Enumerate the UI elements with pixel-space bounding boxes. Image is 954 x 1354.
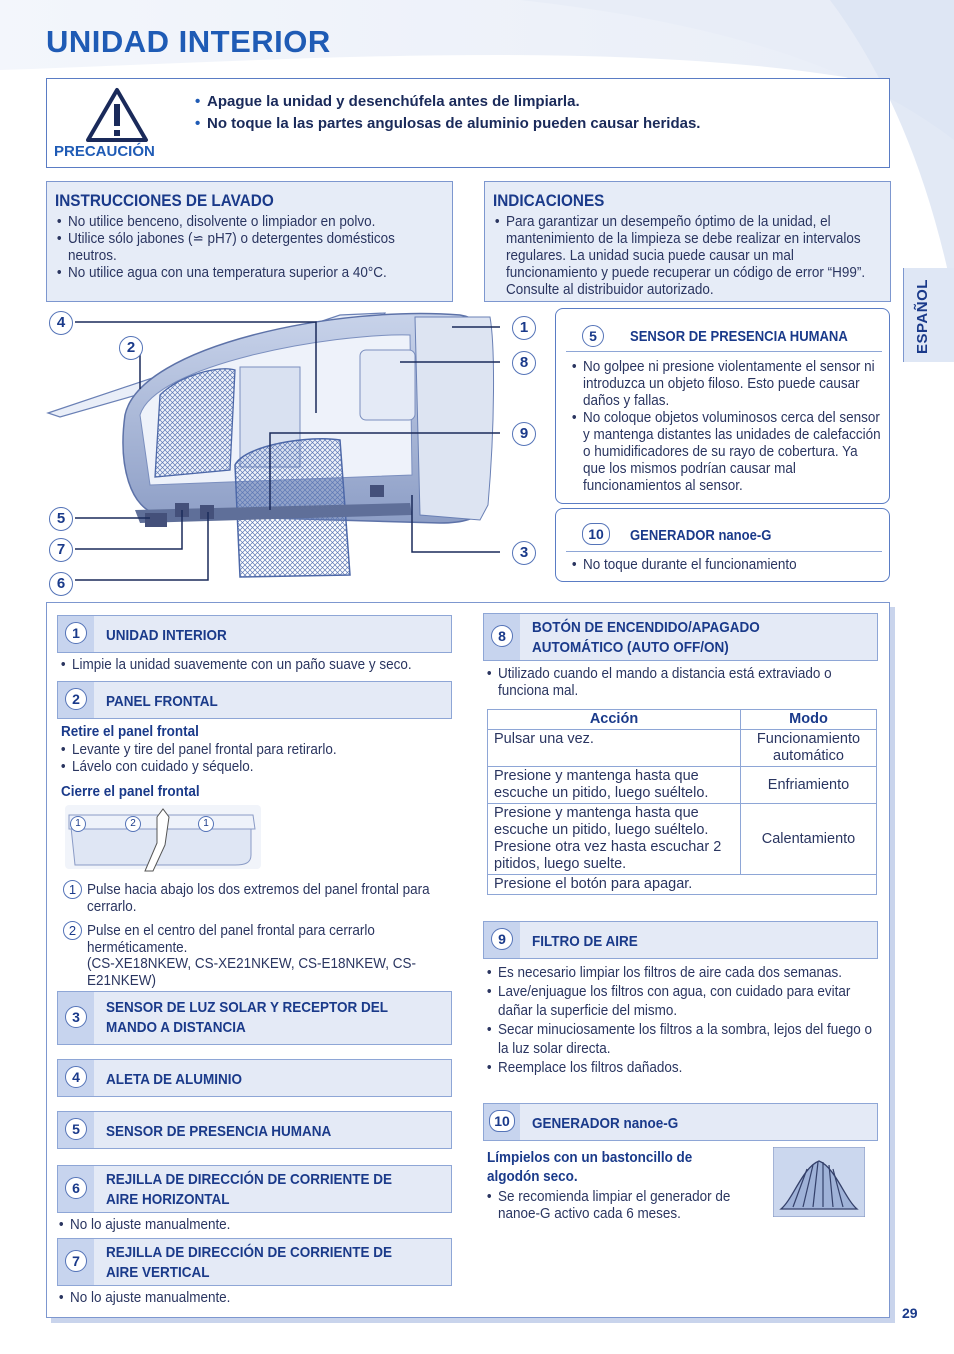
section-title-line: MANDO A DISTANCIA	[106, 1019, 246, 1036]
section-title-line: BOTÓN DE ENCENDIDO/APAGADO	[532, 619, 760, 636]
table-cell: Enfriamiento	[741, 767, 877, 804]
list-item: • Utilizado cuando el mando a distancia está extraviado o funciona mal.	[485, 666, 876, 700]
section-1-list	[59, 657, 459, 674]
section-number: 2	[65, 688, 87, 710]
section-title-line: AIRE HORIZONTAL	[106, 1191, 230, 1208]
callout-8: 8	[512, 351, 536, 375]
figure-label: 1	[70, 816, 86, 832]
section-title-line: AIRE VERTICAL	[106, 1264, 210, 1281]
table-cell: Calentamiento	[741, 804, 877, 875]
figure-label: 1	[198, 816, 214, 832]
table-footer: Presione el botón para apagar.	[488, 875, 877, 895]
list-item: • No utilice benceno, disolvente o limpiador en polvo.	[55, 214, 446, 231]
sensor-number: 5	[582, 325, 604, 347]
table-row	[488, 804, 877, 875]
washing-title: INSTRUCCIONES DE LAVADO	[55, 191, 274, 210]
table-cell: Presione y mantenga hasta que escuche un pitido, luego suéltelo. Presione otra vez hasta escuchar 2 pitidos, luego suelte.	[488, 804, 741, 875]
callout-4: 4	[49, 311, 73, 335]
warning-icon	[85, 87, 149, 143]
section-number: 5	[65, 1118, 87, 1140]
section-title-line: SENSOR DE LUZ SOLAR Y RECEPTOR DEL	[106, 999, 389, 1016]
page-title: UNIDAD INTERIOR	[46, 24, 331, 59]
section-4-header	[57, 1059, 452, 1097]
list-item: • No lo ajuste manualmente.	[57, 1290, 429, 1307]
section-10-header	[483, 1103, 878, 1141]
section-8-header	[483, 613, 878, 661]
callout-9: 9	[512, 422, 536, 446]
list-item: • Utilice sólo jabones (⋍ pH7) o detergentes domésticos neutros.	[55, 231, 446, 265]
language-label: ESPAÑOL	[914, 279, 931, 354]
callout-3: 3	[512, 541, 536, 565]
section-title-line: AUTOMÁTICO (AUTO OFF/ON)	[532, 639, 729, 656]
list-item: • Reemplace los filtros dañados.	[485, 1059, 876, 1078]
table-row	[488, 767, 877, 804]
section-6-header	[57, 1165, 452, 1213]
section-number: 7	[65, 1250, 87, 1272]
step-models: (CS-XE18NKEW, CS-XE21NKEW, CS-E18NKEW, CS-E21NKEW)	[87, 956, 416, 989]
section-number: 9	[491, 928, 513, 950]
caution-box	[46, 78, 890, 168]
caution-label: PRECAUCIÓN	[54, 143, 155, 160]
section-title: ALETA DE ALUMINIO	[106, 1071, 242, 1088]
section-1-header	[57, 615, 452, 653]
table-cell: Pulsar una vez.	[488, 730, 741, 767]
callout-5: 5	[49, 507, 73, 531]
list-item: • Lave/enjuague los filtros con agua, con cuidado para evitar dañar la superficie del mismo.	[485, 983, 876, 1021]
caution-line: • Apague la unidad y desenchúfela antes de limpiarla.	[195, 91, 875, 113]
indications-title: INDICACIONES	[493, 191, 605, 210]
list-item: • Para garantizar un desempeño óptimo de la unidad, el mantenimiento de la limpieza se debe realizar en intervalos regulares. La unidad sucia puede causar un mal funcionamiento y puede recuperar un código de error “H99”. Consulte al distribuidor autorizado.	[493, 214, 882, 299]
list-item: • Se recomienda limpiar el generador de nanoe-G activo cada 6 meses.	[485, 1189, 745, 1223]
section-8-list	[485, 666, 876, 700]
sensor-list	[570, 359, 881, 495]
section-title: FILTRO DE AIRE	[532, 933, 638, 950]
figure-label: 2	[125, 816, 141, 832]
nanoe-list	[570, 557, 877, 574]
step-number: 1	[63, 880, 82, 899]
section-number: 1	[65, 622, 87, 644]
callout-2: 2	[119, 336, 143, 360]
list-item: • Lávelo con cuidado y séquelo.	[59, 759, 459, 776]
auto-button-table	[487, 709, 877, 895]
step-text: Pulse en el centro del panel frontal para cerrarlo herméticamente.	[87, 923, 375, 956]
table-header: Modo	[741, 710, 877, 730]
main-panel	[46, 602, 890, 1318]
nanoe-note-box	[555, 508, 890, 582]
sensor-title: SENSOR DE PRESENCIA HUMANA	[630, 329, 848, 345]
remove-panel-title: Retire el panel frontal	[61, 724, 199, 740]
table-cell: Presione y mantenga hasta que escuche un pitido, luego suéltelo.	[488, 767, 741, 804]
callout-6: 6	[49, 572, 73, 596]
washing-instructions-box	[46, 181, 453, 302]
list-item: • Levante y tire del panel frontal para retirarlo.	[59, 742, 459, 759]
section-title-line: REJILLA DE DIRECCIÓN DE CORRIENTE DE	[106, 1171, 393, 1188]
close-panel-title: Cierre el panel frontal	[61, 784, 200, 800]
list-item: • Secar minuciosamente los filtros a la sombra, lejos del fuego o la luz solar directa.	[485, 1021, 876, 1059]
remove-panel-list	[59, 742, 459, 776]
section-7-list	[57, 1290, 429, 1307]
language-tab	[903, 268, 954, 362]
list-item: • Limpie la unidad suavemente con un paño suave y seco.	[59, 657, 459, 674]
list-item: • No toque durante el funcionamiento	[570, 557, 877, 574]
section-9-list	[485, 964, 876, 1078]
page-number: 29	[902, 1305, 918, 1321]
indoor-unit-illustration	[40, 305, 550, 595]
section-title: PANEL FRONTAL	[106, 693, 218, 710]
nanoe-title: GENERADOR nanoe-G	[630, 528, 772, 544]
section-number: 8	[491, 625, 513, 647]
sensor-note-box	[555, 308, 890, 504]
section-number: 10	[489, 1110, 515, 1132]
list-item: • No utilice agua con una temperatura superior a 40°C.	[55, 265, 446, 282]
nanoe-cleaning-subtitle: Límpielos con un bastoncillo de algodón seco.	[487, 1150, 693, 1185]
section-title: GENERADOR nanoe-G	[532, 1115, 679, 1132]
callout-1: 1	[512, 316, 536, 340]
section-7-header	[57, 1238, 452, 1286]
list-item: • Es necesario limpiar los filtros de aire cada dos semanas.	[485, 964, 876, 983]
close-panel-figure	[65, 805, 261, 873]
callout-7: 7	[49, 538, 73, 562]
washing-list	[55, 214, 446, 282]
table-header: Acción	[488, 710, 741, 730]
section-3-header	[57, 991, 452, 1045]
section-10-list	[485, 1189, 745, 1223]
section-title: UNIDAD INTERIOR	[106, 627, 227, 644]
section-title: SENSOR DE PRESENCIA HUMANA	[106, 1123, 332, 1140]
section-5-header	[57, 1111, 452, 1149]
list-item: • No golpee ni presione violentamente el sensor ni introduzca un objeto filoso. Esto puede causar daños y fallas.	[570, 359, 881, 410]
list-item: • No coloque objetos voluminosos cerca del sensor y mantenga distantes las unidades de calefacción o humidificadores de su rayo de cobertura. Ya que los mismos podrían causar mal funcionamientos al sensor.	[570, 410, 881, 495]
section-9-header	[483, 921, 878, 959]
section-6-list	[57, 1217, 429, 1234]
indications-list	[493, 214, 882, 299]
caution-text	[195, 91, 875, 135]
table-cell: Funcionamiento automático	[741, 730, 877, 767]
section-2-header	[57, 681, 452, 719]
step-text: Pulse hacia abajo los dos extremos del panel frontal para cerrarlo.	[87, 882, 430, 915]
caution-line: • No toque la las partes angulosas de aluminio pueden causar heridas.	[195, 113, 875, 135]
section-number: 4	[65, 1066, 87, 1088]
nanoe-number: 10	[582, 523, 610, 545]
section-number: 3	[65, 1006, 87, 1028]
list-item: • No lo ajuste manualmente.	[57, 1217, 429, 1234]
indications-box	[484, 181, 891, 302]
table-row	[488, 875, 877, 895]
section-number: 6	[65, 1177, 87, 1199]
step-number: 2	[63, 921, 82, 940]
table-row	[488, 730, 877, 767]
section-title-line: REJILLA DE DIRECCIÓN DE CORRIENTE DE	[106, 1244, 393, 1261]
nanoe-generator-image	[773, 1147, 865, 1217]
